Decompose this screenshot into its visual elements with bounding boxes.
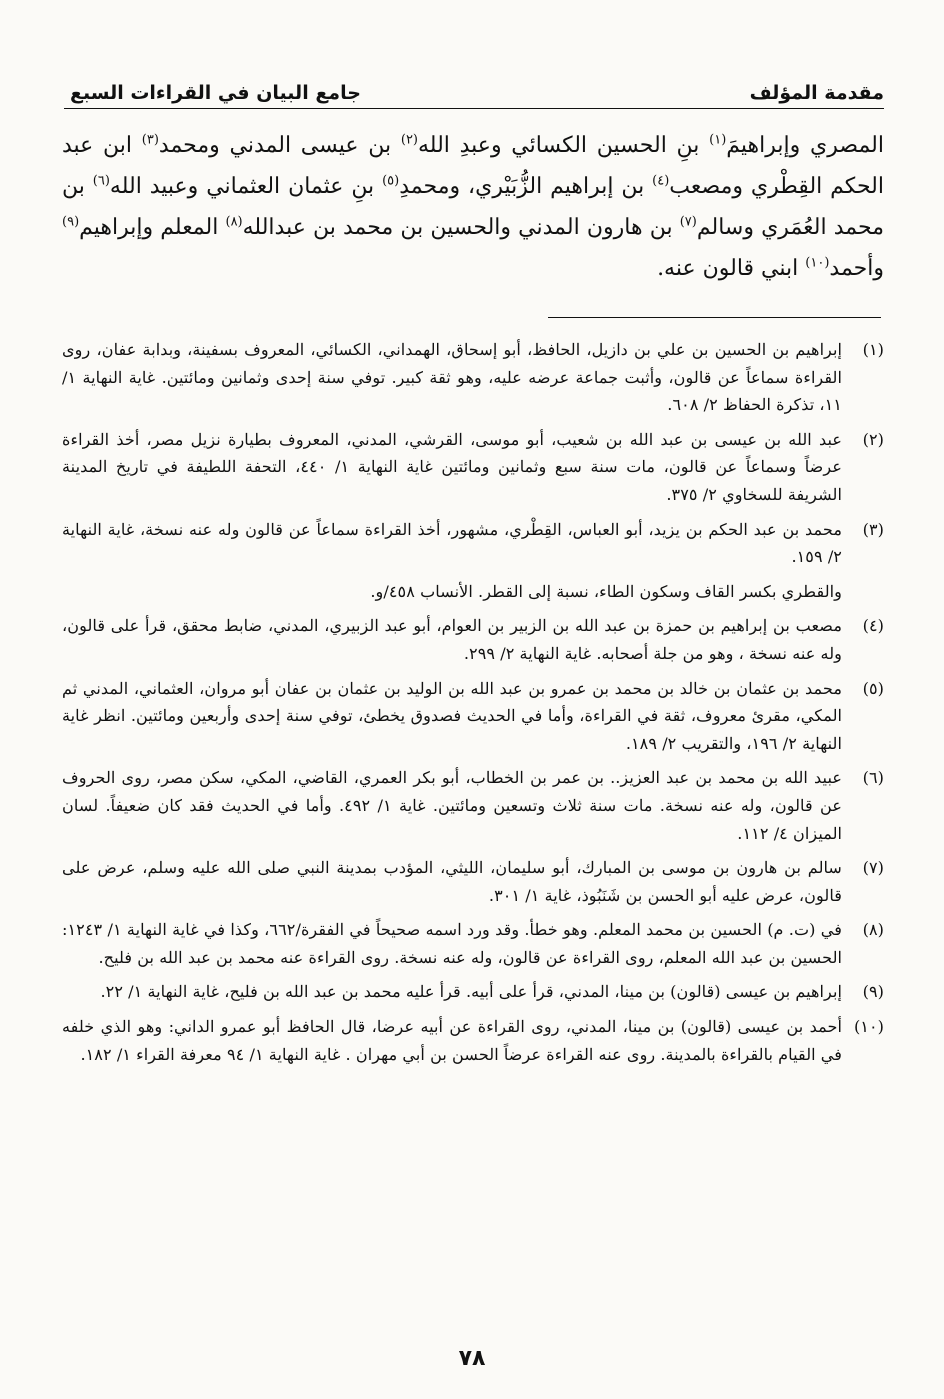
main-text-segment: بن عيسى المدني ومحمد: [158, 133, 401, 158]
footnote-reference: (٨): [225, 214, 243, 230]
footnote-text: إبراهيم بن الحسين بن علي بن دازيل، الحافظ، أبو إسحاق، الهمداني، الكسائي، المعروف بسفينة، وبدابة عفان، روى القراءة سماعاً عن قالون، وأثبت جماعة عرضه عليه، وهو ثقة كبير. توفي سنة إحدى وثمانين ومائتين. غاية النهاية ١/ ١١، تذكرة الحفاظ ٢/ ٦٠٨.: [62, 340, 842, 415]
footnote-text: إبراهيم بن عيسى (قالون) بن مينا، المدني، قرأ على أبيه. قرأ عليه محمد بن عبد الله بن فليح، غاية النهاية ١/ ٢٢.: [100, 982, 842, 1002]
footnote-divider: [548, 317, 881, 318]
footnote-number: (٢): [862, 429, 884, 449]
footnote: [62, 516, 884, 571]
footnote-number: (١٠): [853, 1017, 884, 1037]
footnote-number: (١): [862, 340, 884, 359]
footnote: [62, 675, 884, 758]
footnote-number: (٥): [862, 678, 884, 698]
footnote-reference: (٣): [141, 132, 159, 148]
footnote-number: (٣): [862, 519, 884, 539]
footnote-continuation: والقطري بكسر القاف وسكون الطاء، نسبة إلى القطر. الأنساب ٤٥٨/و.: [370, 581, 842, 601]
section-title: مقدمة المؤلف: [749, 82, 884, 104]
footnote: [62, 854, 884, 909]
footnote-text: محمد بن عبد الحكم بن يزيد، أبو العباس، القِطْري، مشهور، أخذ القراءة سماعاً عن قالون وله عنه نسخة، غاية النهاية ٢/ ١٥٩.: [62, 519, 842, 567]
footnote: [62, 1013, 884, 1068]
footnotes-section: [62, 336, 884, 1075]
footnote-text: مصعب بن إبراهيم بن حمزة بن عبد الله بن الزبير بن العوام، أبو عبد الزبيري، المدني، ضابط محقق، قرأ على قالون، وله عنه نسخة ، وهو من جلة أصحابه. غاية النهاية ٢/ ٢٩٩.: [62, 616, 842, 663]
footnote-reference: (٦): [92, 173, 110, 189]
footnote: [62, 336, 884, 419]
main-text-segment: المعلم وإبراهيم: [79, 215, 226, 240]
page-number: ٧٨: [458, 1346, 486, 1371]
main-text-segment: ابني قالون عنه.: [657, 256, 806, 281]
footnote-text: عبيد الله بن محمد بن عبد العزيز.. بن عمر بن الخطاب، أبو بكر العمري، القاضي، المكي، سكن مصر، روى الحروف عن قالون، وله عنه نسخة. مات سنة ثلاث وتسعين ومائتين. غاية ١/ ٤٩٢. وأما في الحديث فقد كان ضعيفاً. لسان الميزان ٤/ ١١٢.: [62, 768, 842, 843]
main-text-segment: بن إبراهيم الزُّبَيْري، ومحمدِ: [399, 174, 653, 199]
footnote-text: في (ت. م) الحسين بن محمد المعلم. وهو خطأ. وقد ورد اسمه صحيحاً في الفقرة/٦٦٢، وكذا في غاية النهاية ١/ ١٢٤٣: الحسين بن عبد الله المعلم، روى القراءة عن قالون، وله عنه نسخة. روى القراءة عنه محمد بن عبد الله بن فليح.: [62, 920, 842, 967]
footnote-text: سالم بن هارون بن موسى بن المبارك، أبو سليمان، الليثي، المؤدب بمدينة النبي صلى الله عليه وسلم، عرض على قالون، عرض عليه أبو الحسن بن شَنَبُوذ، غاية ١/ ٣٠١.: [62, 858, 842, 905]
main-text-segment: ابن عبد الحكم القِطْري ومصعب: [62, 133, 884, 199]
main-paragraph: [62, 125, 884, 289]
footnote-number: (٧): [862, 858, 884, 878]
footnote-number: (٦): [862, 768, 884, 788]
footnote-number: (٨): [862, 920, 884, 940]
footnote-reference: (٥): [382, 173, 400, 189]
main-text-segment: بن محمد العُمَري وسالم: [62, 174, 884, 240]
footnote-reference: (٧): [679, 214, 697, 230]
footnote-text: محمد بن عثمان بن خالد بن محمد بن عمرو بن عبد الله بن الوليد بن عثمان بن عفان أبو مروان، العثماني، المدني ثم المكي، مقرئ معروف، ثقة في القراءة، وأما في الحديث فصدوق يخطئ، توفي سنة إحدى وأربعين ومائتين. انظر غاية النهاية ٢/ ١٩٦، والتقريب ٢/ ١٨٩.: [62, 678, 842, 753]
main-text-segment: بنِ عثمان العثماني وعبيد الله: [109, 174, 383, 199]
footnote: [62, 426, 884, 509]
footnote-number: (٩): [862, 982, 884, 1002]
main-text-segment: المصري وإبراهيمَ: [726, 133, 884, 158]
footnote-reference: (٢): [400, 132, 418, 148]
footnote-number: (٤): [862, 616, 884, 636]
footnote-text: عبد الله بن عيسى بن عبد الله بن شعيب، أبو موسى، القرشي، المدني، المعروف بطيارة نزيل مصر، أخذ القراءة عرضاً وسماعاً عن قالون، مات سنة سبع وثمانين ومائتين غاية النهاية ١/ ٤٤٠، التحفة اللطيفة في تاريخ المدينة الشريفة للسخاوي ٢/ ٣٧٥.: [62, 429, 842, 504]
book-title: جامع البيان في القراءات السبع: [70, 82, 361, 104]
footnote-reference: (١٠): [805, 255, 830, 271]
footnote-reference: (١): [709, 132, 727, 148]
footnote: [62, 978, 884, 1006]
running-header: [70, 70, 884, 104]
footnote: [62, 612, 884, 667]
main-text-segment: بن هارون المدني والحسين بن محمد بن عبدالله: [242, 215, 680, 240]
main-text-segment: بنِ الحسين الكسائي وعبدِ الله: [418, 133, 710, 158]
header-divider: [64, 108, 884, 109]
footnote-reference: (٩): [62, 214, 80, 230]
main-text-segment: وأحمد: [829, 256, 884, 281]
footnote-text: أحمد بن عيسى (قالون) بن مينا، المدني، روى القراءة عن أبيه عرضا، قال الحافظ أبو عمرو الداني: وهو الذي خلفه في القيام بالقراءة بالمدينة. روى عنه القراءة عرضاً الحسن بن أبي مهران . غاية النهاية ١/ ٩٤ معرفة القراء ١/ ١٨٢.: [62, 1017, 842, 1064]
footnote-reference: (٤): [652, 173, 670, 189]
footnote: [62, 764, 884, 847]
footnote: [62, 916, 884, 971]
